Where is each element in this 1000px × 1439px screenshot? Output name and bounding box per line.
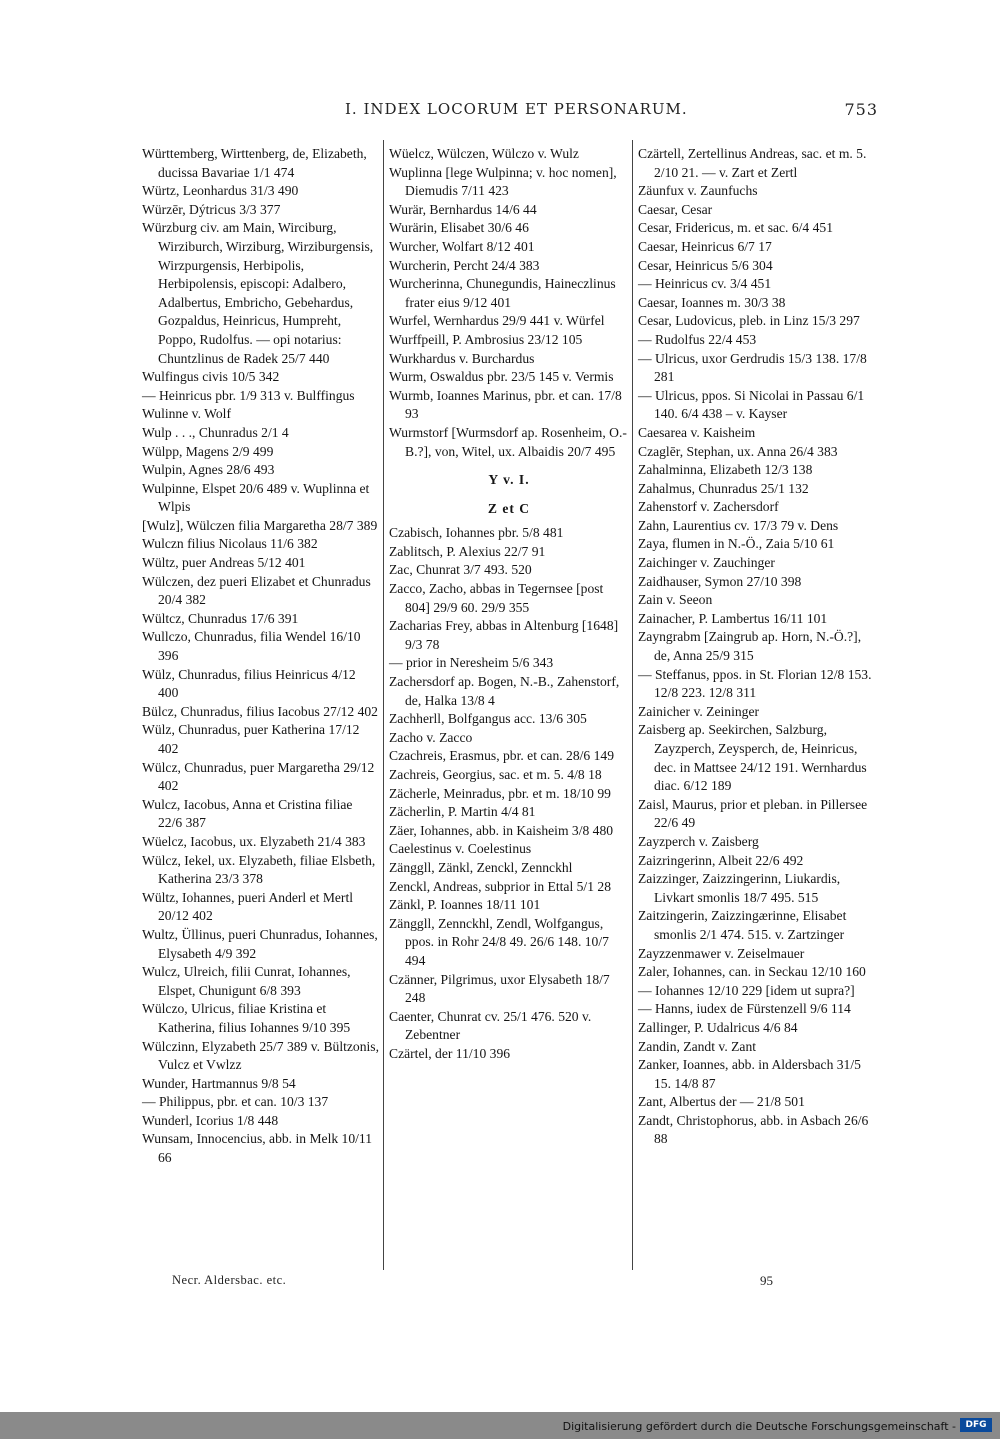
index-entry: Würzburg civ. am Main, Wirciburg, Wirziburch, Wirziburg, Wirziburgensis, Wirzpurgensis, Herbipolis, Herbipolensis, episcopi: Adalbero, Adalbertus, Embricho, Gebehardus, Gozpaldus, Heinricus, Humpreht, Poppo, Rudolfus. — opi notarius: Chuntzlinus de Radek 25/7 440	[142, 220, 374, 366]
index-entry: Zandin, Zandt v. Zant	[638, 1038, 757, 1054]
index-entry: Cesar, Heinricus 5/6 304	[638, 257, 773, 273]
index-entry: Zallinger, P. Udalricus 4/6 84	[638, 1019, 798, 1035]
index-entry: Zandt, Christophorus, abb. in Asbach 26/6 88	[638, 1112, 869, 1147]
index-entry: Zenckl, Andreas, subprior in Ettal 5/1 28	[389, 878, 611, 894]
index-entry: Wülz, Chunradus, puer Katherina 17/12 402	[142, 722, 360, 756]
index-entry: Wüelcz, Wülczen, Wülczo v. Wulz	[389, 146, 579, 161]
index-entry: Wülcz, Iekel, ux. Elyzabeth, filiae Elsbeth, Katherina 23/3 378	[142, 852, 376, 887]
index-entry: — Steffanus, ppos. in St. Florian 12/8 153. 12/8 223. 12/8 311	[638, 666, 872, 701]
index-entry: Zächerle, Meinradus, pbr. et m. 18/10 99	[389, 785, 611, 801]
index-entry: Wurcherin, Percht 24/4 383	[389, 257, 540, 273]
index-entry: Zaler, Iohannes, can. in Seckau 12/10 160	[638, 964, 866, 980]
index-entry: Zain v. Seeon	[638, 592, 713, 608]
index-entry: Wulcz, Iacobus, Anna et Cristina filiae 22/6 387	[142, 796, 353, 831]
index-entry: Zayzzenmawer v. Zeiselmauer	[638, 945, 805, 961]
index-entry: Czabisch, Iohannes pbr. 5/8 481	[389, 525, 564, 541]
index-entry: Wurcher, Wolfart 8/12 401	[389, 238, 535, 254]
index-entry: Zachersdorf ap. Bogen, N.-B., Zahenstorf, de, Halka 13/8 4	[389, 674, 620, 708]
index-entry: Zachreis, Georgius, sac. et m. 5. 4/8 18	[389, 767, 602, 782]
index-entry: Zacho v. Zacco	[389, 729, 473, 745]
index-entry: — Heinricus pbr. 1/9 313 v. Bulffingus	[142, 387, 355, 403]
index-entry: Zäer, Iohannes, abb. in Kaisheim 3/8 480	[389, 822, 614, 838]
index-entry: Wültz, puer Andreas 5/12 401	[142, 555, 306, 571]
index-entry: Zaya, flumen in N.-Ö., Zaia 5/10 61	[638, 536, 835, 552]
index-entry: Zänggll, Zänkl, Zenckl, Zennckhl	[389, 859, 573, 875]
index-entry: Zablitsch, P. Alexius 22/7 91	[389, 543, 546, 559]
column-divider	[383, 140, 384, 1270]
index-entry: Czachreis, Erasmus, pbr. et can. 28/6 149	[389, 748, 614, 764]
index-entry: — Philippus, pbr. et can. 10/3 137	[142, 1094, 329, 1110]
index-entry: Wurärin, Elisabet 30/6 46	[389, 220, 529, 236]
index-entry: Zahalminna, Elizabeth 12/3 138	[638, 462, 813, 478]
index-entry: Zayngrabm [Zaingrub ap. Horn, N.-Ö.?], de, Anna 25/9 315	[638, 629, 862, 664]
index-entry: Czänner, Pilgrimus, uxor Elysabeth 18/7 248	[389, 971, 610, 1006]
index-entry: Wulpinne, Elspet 20/6 489 v. Wuplinna et Wlpis	[142, 480, 370, 515]
index-entry: Zächerlin, P. Martin 4/4 81	[389, 804, 536, 820]
index-entry: Wurm, Oswaldus pbr. 23/5 145 v. Vermis	[389, 369, 614, 385]
index-entry: — prior in Neresheim 5/6 343	[389, 655, 554, 671]
dfg-logo[interactable]: DFG	[960, 1418, 992, 1432]
index-entry: Wulinne v. Wolf	[142, 406, 231, 422]
index-entry: Zänggll, Zennckhl, Zendl, Wolfgangus, ppos. in Rohr 24/8 49. 26/6 148. 10/7 494	[389, 915, 609, 968]
index-entry: Wunder, Hartmannus 9/8 54	[142, 1075, 296, 1091]
index-entry: — Iohannes 12/10 229 [idem ut supra?]	[638, 982, 855, 998]
index-entry: Wurcherinna, Chunegundis, Haineczlinus frater eius 9/12 401	[389, 276, 616, 310]
index-entry: Zanker, Ioannes, abb. in Aldersbach 31/5 15. 14/8 87	[638, 1057, 861, 1091]
index-entry: Caesar, Cesar	[638, 201, 713, 217]
index-entry: Zacharias Frey, abbas in Altenburg [1648] 9/3 78	[389, 618, 619, 652]
index-entry: Czärtell, Zertellinus Andreas, sac. et m. 5. 2/10 21. — v. Zart et Zertl	[638, 146, 867, 180]
index-entry: Wunsam, Innocencius, abb. in Melk 10/11 66	[142, 1131, 372, 1166]
index-entry: Wültcz, Chunradus 17/6 391	[142, 610, 299, 626]
index-entry: — Heinricus cv. 3/4 451	[638, 276, 772, 292]
index-entry: Wülz, Chunradus, filius Heinricus 4/12 400	[142, 666, 356, 701]
index-entry: Wulcz, Ulreich, filii Cunrat, Iohannes, Elspet, Chunigunt 6/8 393	[142, 964, 351, 998]
index-column-1	[142, 145, 379, 1168]
index-entry: Württemberg, Wirttenberg, de, Elizabeth, ducissa Bavariae 1/1 474	[142, 146, 367, 180]
index-column-2	[389, 145, 629, 1064]
index-entry: Wulpin, Agnes 28/6 493	[142, 462, 275, 478]
index-entry: Wulp . . ., Chunradus 2/1 4	[142, 424, 289, 440]
index-entry: Wurkhardus v. Burchardus	[389, 350, 535, 366]
index-entry: Cesar, Ludovicus, pleb. in Linz 15/3 297	[638, 313, 860, 329]
index-entry: Wurffpeill, P. Ambrosius 23/12 105	[389, 331, 583, 347]
footer-signature-left: Necr. Aldersbac. etc.	[172, 1273, 287, 1287]
index-entry: Wüelcz, Iacobus, ux. Elyzabeth 21/4 383	[142, 833, 366, 849]
index-entry: Wulczn filius Nicolaus 11/6 382	[142, 536, 318, 552]
index-entry: Caenter, Chunrat cv. 25/1 476. 520 v. Zebentner	[389, 1008, 592, 1043]
index-entry: Zahalmus, Chunradus 25/1 132	[638, 480, 809, 496]
index-entry: Wurmstorf [Wurmsdorf ap. Rosenheim, O.-B.?], von, Witel, ux. Albaidis 20/7 495	[389, 424, 627, 459]
index-entry: Caesarea v. Kaisheim	[638, 424, 756, 440]
index-entry: Zahn, Laurentius cv. 17/3 79 v. Dens	[638, 517, 839, 533]
page-title: I. INDEX LOCORUM ET PERSONARUM.	[345, 100, 688, 118]
index-entry: — Hanns, iudex de Fürstenzell 9/6 114	[638, 1001, 851, 1017]
index-entry: Zant, Albertus der — 21/8 501	[638, 1094, 805, 1110]
funding-credit: Digitalisierung gefördert durch die Deutsche Forschungsgemeinschaft -	[562, 1420, 956, 1433]
index-entry: — Ulricus, ppos. Si Nicolai in Passau 6/1 140. 6/4 438 – v. Kayser	[638, 387, 865, 422]
running-head	[140, 100, 880, 122]
index-entry: Wurmb, Ioannes Marinus, pbr. et can. 17/8 93	[389, 387, 622, 422]
index-entry: Zacco, Zacho, abbas in Tegernsee [post 804] 29/9 60. 29/9 355	[389, 581, 604, 615]
index-entry: Wuplinna [lege Wulpinna; v. hoc nomen], Diemudis 7/11 423	[389, 164, 617, 199]
index-entry: Zainicher v. Zeininger	[638, 703, 760, 719]
index-entry: Caesar, Ioannes m. 30/3 38	[638, 294, 786, 310]
page-number: 753	[844, 100, 878, 119]
index-entry: Wülczinn, Elyzabeth 25/7 389 v. Bültzonis, Vulcz et Vwlzz	[142, 1038, 379, 1073]
section-heading: Y v. I.	[488, 472, 530, 488]
index-entry: Caesar, Heinricus 6/7 17	[638, 238, 772, 254]
index-entry: Zainacher, P. Lambertus 16/11 101	[638, 610, 828, 626]
index-entry: Wülczen, dez pueri Elizabet et Chunradus 20/4 382	[142, 573, 371, 608]
index-entry: — Rudolfus 22/4 453	[638, 331, 757, 347]
viewer-bottom-bar	[0, 1412, 1000, 1439]
index-entry: Cesar, Fridericus, m. et sac. 6/4 451	[638, 220, 834, 236]
index-entry: Würtz, Leonhardus 31/3 490	[142, 183, 299, 199]
index-entry: [Wulz], Wülczen filia Margaretha 28/7 389	[142, 517, 378, 533]
index-entry: Würzēr, Dýtricus 3/3 377	[142, 201, 281, 217]
index-entry: Zänkl, P. Ioannes 18/11 101	[389, 897, 541, 913]
index-entry: — Ulricus, uxor Gerdrudis 15/3 138. 17/8 281	[638, 350, 867, 385]
index-entry: Wülcz, Chunradus, puer Margaretha 29/12 402	[142, 759, 375, 794]
index-entry: Zäunfux v. Zaunfuchs	[638, 183, 758, 199]
index-entry: Zayzperch v. Zaisberg	[638, 833, 759, 849]
index-entry: Wullczo, Chunradus, filia Wendel 16/10 396	[142, 629, 361, 664]
index-entry: Zahenstorf v. Zachersdorf	[638, 499, 779, 515]
index-entry: Zaisberg ap. Seekirchen, Salzburg, Zayzperch, Zeysperch, de, Heinricus, dec. in Mattsee 24/12 191. Wernhardus diac. 6/12 189	[638, 722, 867, 794]
index-entry: Wülpp, Magens 2/9 499	[142, 443, 274, 459]
index-entry: Wurfel, Wernhardus 29/9 441 v. Würfel	[389, 313, 605, 329]
index-entry: Wültz, Iohannes, pueri Anderl et Mertl 20/12 402	[142, 889, 354, 924]
column-divider	[632, 140, 633, 1270]
index-entry: Wülczo, Ulricus, filiae Kristina et Katherina, filius Iohannes 9/10 395	[142, 1001, 351, 1035]
index-entry: Wunderl, Icorius 1/8 448	[142, 1112, 279, 1128]
index-entry: Caelestinus v. Coelestinus	[389, 841, 532, 857]
index-entry: Zaisl, Maurus, prior et pleban. in Pillersee 22/6 49	[638, 796, 868, 831]
index-entry: Zaichinger v. Zauchinger	[638, 555, 775, 571]
index-entry: Zaidhauser, Symon 27/10 398	[638, 573, 802, 589]
index-entry: Zaizringerinn, Albeit 22/6 492	[638, 852, 804, 868]
index-entry: Wultz, Üllinus, pueri Chunradus, Iohannes, Elysabeth 4/9 392	[142, 926, 378, 961]
index-entry: Zaizzinger, Zaizzingerinn, Liukardis, Livkart smonlis 18/7 495. 515	[638, 871, 841, 905]
index-entry: Czärtel, der 11/10 396	[389, 1045, 511, 1061]
index-entry: Wurär, Bernhardus 14/6 44	[389, 201, 537, 217]
footer-sheet-number: 95	[760, 1273, 773, 1288]
index-entry: Wulfingus civis 10/5 342	[142, 369, 280, 385]
index-entry: Zachherll, Bolfgangus acc. 13/6 305	[389, 711, 587, 727]
index-column-3	[638, 145, 878, 1149]
section-heading: Z et C	[487, 500, 531, 516]
index-entry: Zaitzingerin, Zaizzingærinne, Elisabet smonlis 2/1 474. 515. v. Zartzinger	[638, 908, 847, 942]
index-entry: Bülcz, Chunradus, filius Iacobus 27/12 402	[142, 703, 378, 719]
index-entry: Zac, Chunrat 3/7 493. 520	[389, 562, 532, 578]
index-entry: Czaglēr, Stephan, ux. Anna 26/4 383	[638, 443, 838, 459]
